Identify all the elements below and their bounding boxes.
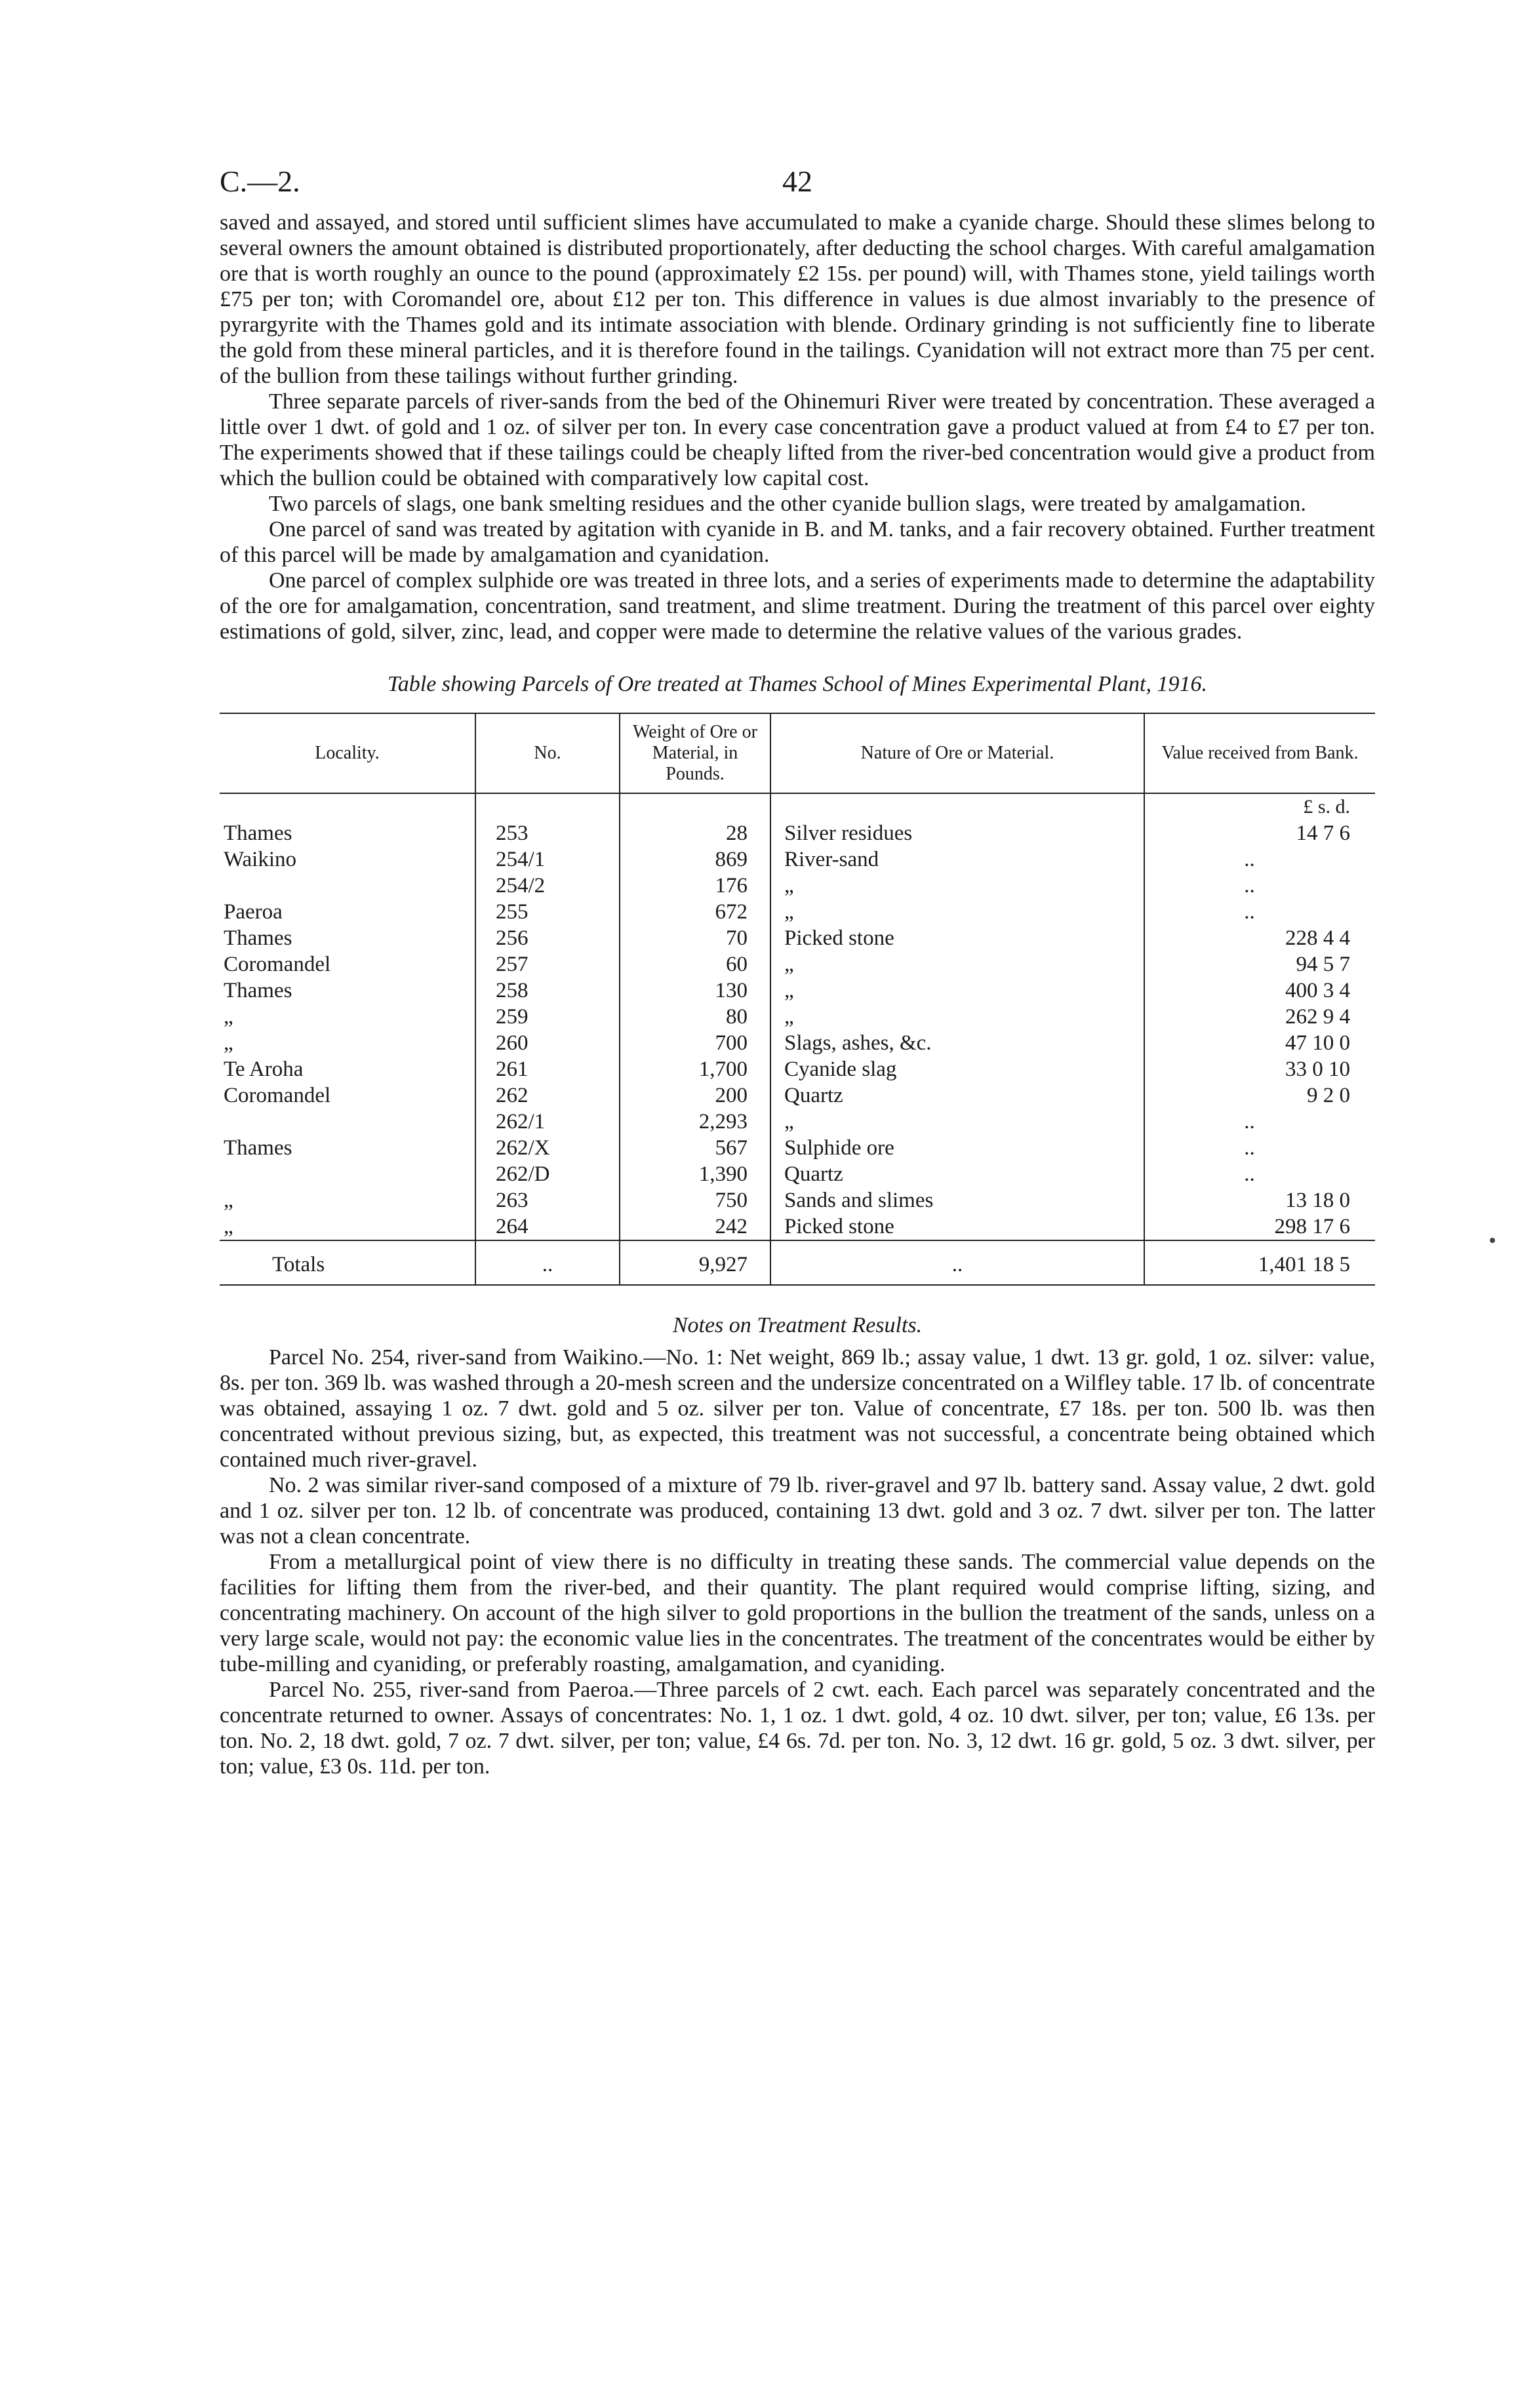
cell-no: 258 <box>475 977 620 1004</box>
cell-weight: 672 <box>620 899 770 925</box>
cell-value: 13 18 0 <box>1144 1187 1375 1214</box>
units-row <box>220 793 1375 820</box>
table-row <box>220 1082 1375 1109</box>
cell-locality: Paeroa <box>224 900 283 924</box>
table-row <box>220 899 1375 925</box>
column-header-weight: Weight of Ore or Material, in Pounds. <box>620 713 770 793</box>
cell-value: .. <box>1144 899 1375 925</box>
cell-locality: „ <box>224 1189 233 1212</box>
table-row <box>220 1135 1375 1161</box>
cell-locality: Waikino <box>224 848 296 871</box>
cell-weight: 60 <box>620 951 770 977</box>
paragraph: One parcel of complex sulphide ore was treated in three lots, and a series of experiments made to determine the adaptability of the ore for amalgamation, concentration, sand treatment, and slime treatment. During the treatment of this parcel over eighty estimations of gold, silver, zinc, lead, and copper were made to determine the relative values of the various grades. <box>220 568 1375 644</box>
table-row <box>220 1056 1375 1082</box>
totals-value: 1,401 18 5 <box>1144 1240 1375 1285</box>
cell-no: 259 <box>475 1004 620 1030</box>
cell-nature: Sulphide ore <box>770 1135 1144 1161</box>
cell-nature: „ <box>770 899 1144 925</box>
cell-value: .. <box>1144 873 1375 899</box>
cell-no: 262/1 <box>475 1109 620 1135</box>
cell-no: 256 <box>475 925 620 951</box>
table-row <box>220 1214 1375 1240</box>
document-reference: C.—2. <box>220 165 300 198</box>
cell-value: 94 5 7 <box>1144 951 1375 977</box>
cell-weight: 2,293 <box>620 1109 770 1135</box>
cell-no: 264 <box>475 1214 620 1240</box>
table-row <box>220 820 1375 846</box>
cell-weight: 1,390 <box>620 1161 770 1187</box>
cell-locality: Coromandel <box>224 953 331 976</box>
table-caption: Table showing Parcels of Ore treated at Thames School of Mines Experimental Plant, 1916. <box>387 672 1207 696</box>
cell-locality: Te Aroha <box>224 1057 304 1081</box>
table-row <box>220 1161 1375 1187</box>
cell-locality: Thames <box>224 821 292 845</box>
page-header <box>220 164 1375 210</box>
ore-parcels-table <box>220 713 1375 1287</box>
table-row <box>220 846 1375 873</box>
cell-no: 263 <box>475 1187 620 1214</box>
cell-value: 14 7 6 <box>1144 820 1375 846</box>
notes-paragraph: No. 2 was similar river-sand composed of a mixture of 79 lb. river-gravel and 97 lb. battery sand. Assay value, 2 dwt. gold and 1 oz. silver per ton. 12 lb. of concentrate was produced, containing 13 dwt. gold and 3 oz. 7 dwt. silver per ton. The latter was not a clean concentrate. <box>220 1473 1375 1549</box>
margin-speck <box>1490 1238 1495 1243</box>
table-row <box>220 1187 1375 1214</box>
paragraph: Two parcels of slags, one bank smelting residues and the other cyanide bullion slags, were treated by amalgamation. <box>269 492 1306 516</box>
notes-paragraph: From a metallurgical point of view there is no difficulty in treating these sands. The commercial value depends on the facilities for lifting them from the river-bed, and their quantity. The plant required would comprise lifting, sizing, and concentrating machinery. On account of the high silver to gold proportions in the bullion the treatment of the sands, unless on a very large scale, would not pay: the economic value lies in the concentrates. The treatment of the concentrates would be either by tube-milling and cyaniding, or preferably roasting, amalgamation, and cyaniding. <box>220 1550 1375 1676</box>
cell-value: .. <box>1144 1161 1375 1187</box>
column-header-nature: Nature of Ore or Material. <box>770 713 1144 793</box>
cell-weight: 130 <box>620 977 770 1004</box>
table-row <box>220 873 1375 899</box>
table-row <box>220 1004 1375 1030</box>
cell-no: 255 <box>475 899 620 925</box>
cell-no: 262 <box>475 1082 620 1109</box>
currency-units: £ s. d. <box>1144 793 1375 820</box>
cell-no: 261 <box>475 1056 620 1082</box>
cell-value: 262 9 4 <box>1144 1004 1375 1030</box>
table-row <box>220 1030 1375 1056</box>
column-header-locality: Locality. <box>220 713 475 793</box>
table-row <box>220 951 1375 977</box>
paragraph: Three separate parcels of river-sands from the bed of the Ohinemuri River were treated by concentration. These averaged a little over 1 dwt. of gold and 1 oz. of silver per ton. In every case concentration gave a product valued at from £4 to £7 per ton. The experiments showed that if these tailings could be cheaply lifted from the river-bed concentration would give a product from which the bullion could be obtained with comparatively low capital cost. <box>220 389 1375 490</box>
cell-weight: 28 <box>620 820 770 846</box>
cell-nature: Silver residues <box>770 820 1144 846</box>
cell-value: .. <box>1144 1135 1375 1161</box>
table-bottom-rule <box>220 1285 1375 1287</box>
table-row <box>220 1109 1375 1135</box>
cell-nature: „ <box>770 1109 1144 1135</box>
cell-value: 47 10 0 <box>1144 1030 1375 1056</box>
cell-nature: „ <box>770 873 1144 899</box>
paragraph: One parcel of sand was treated by agitation with cyanide in B. and M. tanks, and a fair recovery obtained. Further treatment of this parcel will be made by amalgamation and cyanidation. <box>220 517 1375 567</box>
totals-nature: .. <box>770 1240 1144 1285</box>
cell-no: 254/2 <box>475 873 620 899</box>
cell-locality: „ <box>224 1005 233 1029</box>
totals-row <box>220 1240 1375 1285</box>
cell-nature: Slags, ashes, &c. <box>770 1030 1144 1056</box>
cell-nature: Picked stone <box>770 1214 1144 1240</box>
cell-nature: Sands and slimes <box>770 1187 1144 1214</box>
page-number: 42 <box>782 165 812 198</box>
cell-value: 400 3 4 <box>1144 977 1375 1004</box>
cell-value: 298 17 6 <box>1144 1214 1375 1240</box>
cell-no: 253 <box>475 820 620 846</box>
cell-value: 33 0 10 <box>1144 1056 1375 1082</box>
table-row <box>220 977 1375 1004</box>
cell-weight: 567 <box>620 1135 770 1161</box>
cell-nature: „ <box>770 977 1144 1004</box>
cell-nature: Quartz <box>770 1082 1144 1109</box>
cell-no: 254/1 <box>475 846 620 873</box>
cell-nature: „ <box>770 951 1144 977</box>
cell-nature: „ <box>770 1004 1144 1030</box>
cell-locality <box>220 873 475 899</box>
cell-locality: Coromandel <box>224 1084 331 1107</box>
cell-weight: 750 <box>620 1187 770 1214</box>
cell-locality: Thames <box>224 979 292 1002</box>
cell-value: 228 4 4 <box>1144 925 1375 951</box>
cell-locality: „ <box>224 1215 233 1238</box>
totals-label: Totals <box>220 1240 475 1285</box>
notes-paragraph: Parcel No. 254, river-sand from Waikino.—No. 1: Net weight, 869 lb.; assay value, 1 dwt. 13 gr. gold, 1 oz. silver: value, 8s. per ton. 369 lb. was washed through a 20-mesh screen and the undersize concentrated on a Wilfley table. 17 lb. of concentrate was obtained, assaying 1 oz. 7 dwt. gold and 5 oz. silver per ton. Value of concentrate, £7 18s. per ton. 500 lb. was then concentrated without previous sizing, but, as expected, this treatment was not successful, a concentrate being obtained which contained much river-gravel. <box>220 1345 1375 1472</box>
notes-title: Notes on Treatment Results. <box>672 1313 923 1337</box>
cell-weight: 80 <box>620 1004 770 1030</box>
cell-weight: 70 <box>620 925 770 951</box>
cell-value: 9 2 0 <box>1144 1082 1375 1109</box>
totals-weight: 9,927 <box>620 1240 770 1285</box>
cell-nature: Cyanide slag <box>770 1056 1144 1082</box>
cell-weight: 176 <box>620 873 770 899</box>
cell-nature: Picked stone <box>770 925 1144 951</box>
cell-weight: 242 <box>620 1214 770 1240</box>
cell-locality <box>220 1161 475 1187</box>
cell-weight: 1,700 <box>620 1056 770 1082</box>
cell-no: 260 <box>475 1030 620 1056</box>
cell-weight: 200 <box>620 1082 770 1109</box>
cell-nature: River-sand <box>770 846 1144 873</box>
cell-no: 257 <box>475 951 620 977</box>
cell-weight: 869 <box>620 846 770 873</box>
cell-value: .. <box>1144 1109 1375 1135</box>
cell-nature: Quartz <box>770 1161 1144 1187</box>
cell-no: 262/X <box>475 1135 620 1161</box>
cell-value: .. <box>1144 846 1375 873</box>
totals-no: .. <box>475 1240 620 1285</box>
column-header-value: Value received from Bank. <box>1144 713 1375 793</box>
document-page <box>220 164 1375 1779</box>
column-header-no: No. <box>475 713 620 793</box>
cell-locality <box>220 1109 475 1135</box>
cell-locality: „ <box>224 1031 233 1055</box>
table-row <box>220 925 1375 951</box>
notes-paragraph: Parcel No. 255, river-sand from Paeroa.—Three parcels of 2 cwt. each. Each parcel was separately concentrated and the concentrate returned to owner. Assays of concentrates: No. 1, 1 oz. 1 dwt. gold, 4 oz. 10 dwt. silver, per ton; value, £6 13s. per ton. No. 2, 18 dwt. gold, 7 oz. 7 dwt. silver, per ton; value, £4 6s. 7d. per ton. No. 3, 12 dwt. 16 gr. gold, 5 oz. 3 dwt. silver, per ton; value, £3 0s. 11d. per ton. <box>220 1678 1375 1779</box>
cell-weight: 700 <box>620 1030 770 1056</box>
cell-locality: Thames <box>224 926 292 950</box>
cell-no: 262/D <box>475 1161 620 1187</box>
paragraph: saved and assayed, and stored until sufficient slimes have accumulated to make a cyanide charge. Should these slimes belong to several owners the amount obtained is distributed proportionately, after deducting the school charges. With careful amalgamation ore that is worth roughly an ounce to the pound (approximately £2 15s. per pound) will, with Thames stone, yield tailings worth £75 per ton; with Coromandel ore, about £12 per ton. This difference in values is due almost invariably to the presence of pyrargyrite with the Thames gold and its intimate association with blende. Ordinary grinding is not sufficiently fine to liberate the gold from these mineral particles, and it is therefore found in the tailings. Cyanidation will not extract more than 75 per cent. of the bullion from these tailings without further grinding. <box>220 210 1375 388</box>
cell-locality: Thames <box>224 1136 292 1160</box>
table-header-row <box>220 713 1375 793</box>
